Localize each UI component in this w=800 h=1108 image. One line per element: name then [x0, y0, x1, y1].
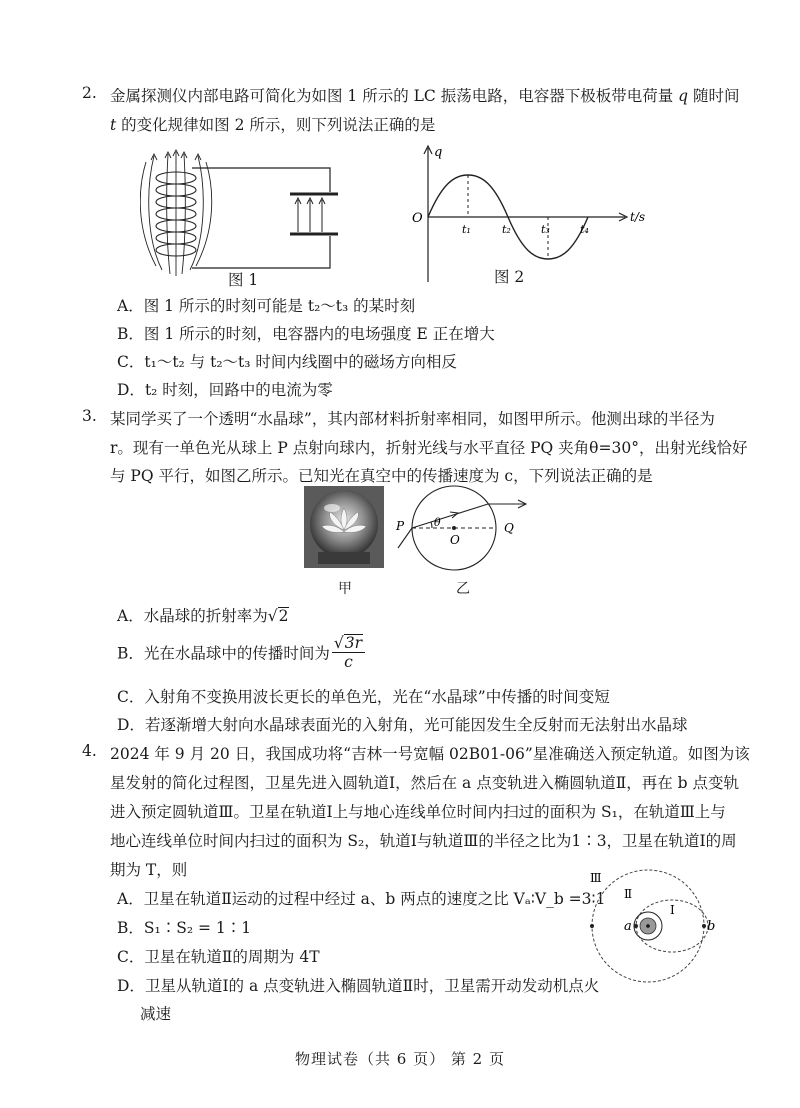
q2-fig2-xaxis-label: t/s — [630, 210, 646, 224]
q3-label-q: Q — [504, 521, 514, 535]
q2-stem-line2: t 的变化规律如图 2 所示，则下列说法正确的是 — [110, 116, 436, 134]
q4-option-d-continued: 减速 — [140, 1005, 172, 1023]
q2-var-q: q — [678, 87, 689, 105]
page-footer: 物理试卷（共 6 页） 第 2 页 — [295, 1050, 505, 1068]
q2-fig2-tick-t2: t₂ — [502, 223, 511, 236]
q4-orbit-label-iii: Ⅲ — [590, 871, 602, 885]
q2-fig1-caption: 图 1 — [228, 271, 259, 289]
q3-label-p: P — [396, 519, 405, 533]
q4-option-c: C．卫星在轨道Ⅱ的周期为 4T — [117, 948, 320, 966]
q3-label-theta: θ — [434, 516, 441, 529]
q2-fig2-tick-t1: t₁ — [462, 223, 471, 236]
q2-figure1-lc-circuit — [140, 148, 340, 288]
q3-label-o: O — [450, 533, 460, 547]
q3-stem-line1: 某同学买了一个透明“水晶球”，其内部材料折射率相同，如图甲所示。他测出球的半径为 — [110, 410, 715, 428]
q2-fig2-yaxis-label: q — [434, 145, 443, 160]
q4-stem-line4: 地心连线单位时间内扫过的面积为 S₂，轨道Ⅰ与轨道Ⅲ的半径之比为1∶3，卫星在轨道Ⅰ的周 — [110, 832, 737, 850]
q4-number: 4. — [82, 742, 97, 760]
q4-stem-line2: 星发射的简化过程图，卫星先进入圆轨道Ⅰ，然后在 a 点变轨进入椭圆轨道Ⅱ，再在 b 点变轨 — [110, 774, 740, 792]
q4-orbit-label-i: Ⅰ — [670, 903, 675, 917]
q4-option-b: B．S₁∶S₂ = 1∶1 — [117, 919, 252, 937]
q3-stem-line3: 与 PQ 平行，如图乙所示。已知光在真空中的传播速度为 c，下列说法正确的是 — [110, 467, 653, 485]
q3-option-a: A．水晶球的折射率为√2 — [117, 607, 289, 625]
q2-var-t: t — [110, 116, 117, 134]
q4-stem-line3: 进入预定圆轨道Ⅲ。卫星在轨道Ⅰ上与地心连线单位时间内扫过的面积为 S₁，在轨道Ⅲ上与 — [110, 803, 726, 821]
q4-option-a: A．卫星在轨道Ⅱ运动的过程中经过 a、b 两点的速度之比 Vₐ∶V_b =3∶1 — [117, 890, 606, 908]
q2-fig2-caption: 图 2 — [494, 268, 525, 286]
q2-option-d: D．t₂ 时刻，回路中的电流为零 — [117, 381, 333, 399]
q2-number: 2. — [82, 84, 97, 102]
q4-point-b-label: b — [707, 919, 716, 934]
q3-option-c: C．入射角不变换用波长更长的单色光，光在“水晶球”中传播的时间变短 — [117, 688, 610, 706]
q3-crystal-ball-photo — [304, 486, 384, 568]
q4-option-d: D．卫星从轨道Ⅰ的 a 点变轨进入椭圆轨道Ⅱ时，卫星需开动发动机点火 — [117, 977, 600, 995]
q4-point-a-label: a — [624, 919, 632, 934]
q3-option-d: D．若逐渐增大射向水晶球表面光的入射角，光可能因发生全反射而无法射出水晶球 — [117, 716, 688, 734]
q3-refraction-diagram — [392, 484, 530, 576]
q2-stem-line1: 金属探测仪内部电路可简化为如图 1 所示的 LC 振荡电路，电容器下极板带电荷量 q 随时间 — [110, 87, 740, 105]
q3-option-b-fraction: $\frac{√3r}{c}$ — [332, 634, 365, 671]
q2-figure2-graph — [400, 142, 660, 292]
q3-fig-jia-caption: 甲 — [338, 581, 352, 597]
q4-stem-line1: 2024 年 9 月 20 日，我国成功将“吉林一号宽幅 02B01-06”星准确送入预定轨道。如图为该 — [110, 745, 750, 763]
q3-option-b: B．光在水晶球中的传播时间为 $\frac{√3r}{c}$ — [117, 634, 365, 678]
q3-fig-yi-caption: 乙 — [456, 581, 470, 597]
q2-fig2-tick-t4: t₄ — [580, 223, 589, 236]
q2-option-b: B．图 1 所示的时刻，电容器内的电场强度 E 正在增大 — [117, 325, 495, 343]
q4-stem-line5: 期为 T，则 — [110, 861, 188, 879]
q4-orbit-diagram — [584, 868, 720, 988]
q2-fig2-origin: O — [412, 211, 423, 226]
q3-stem-line2: r。现有一单色光从球上 P 点射向球内，折射光线与水平直径 PQ 夹角θ=30°，出射光线恰好 — [110, 439, 748, 457]
q3-option-a-radicand: 2 — [278, 607, 289, 625]
q2-fig2-tick-t3: t₃ — [541, 223, 550, 236]
q3-number: 3. — [82, 407, 97, 425]
q2-option-a: A．图 1 所示的时刻可能是 t₂～t₃ 的某时刻 — [117, 297, 416, 315]
q2-option-c: C．t₁～t₂ 与 t₂～t₃ 时间内线圈中的磁场方向相反 — [117, 353, 457, 371]
q4-orbit-label-ii: Ⅱ — [624, 887, 633, 901]
